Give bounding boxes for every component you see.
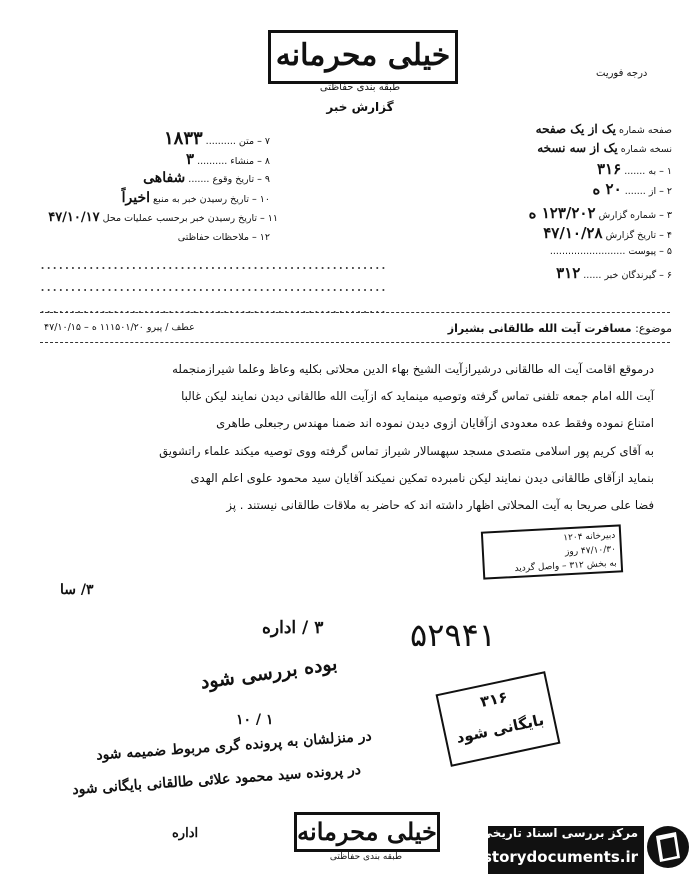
field-label: ۹ – تاریخ وقوع	[212, 174, 270, 185]
dotted-line: .........................................................	[40, 276, 387, 295]
subject-label: موضوع	[638, 322, 672, 335]
watermark-url: historydocuments.ir	[467, 848, 638, 866]
field-text: ۷ – متن .......... ۱۸۳۳	[163, 128, 270, 149]
classification-subtext: طبقه بندی حفاظتی	[319, 82, 401, 93]
body-line: بنماید ازآقای طالقانی دیدن نمایند لیکن نامبرده تمکین نمیکند آقایان سید محمود علوی اعلم الهدی	[190, 470, 654, 485]
field-value: ۴۷/۱۰/۲۸	[543, 224, 603, 242]
field-value: ۱۲۳/۲۰۲ ه	[528, 204, 596, 222]
serial-number: ۵۲۹۴۱	[410, 616, 496, 654]
subject-text: مسافرت آیت الله طالقانی بشیراز	[447, 322, 632, 335]
handwritten-note: در منزلشان به پرونده گری مربوط ضمیمه شود	[95, 728, 373, 764]
field-operation-date	[28, 210, 278, 225]
divider	[40, 312, 670, 313]
field-source: ۸ – منشاء .......... ۳	[185, 150, 270, 168]
field-value: یک از سه نسخه	[537, 141, 618, 155]
field-value: ۳	[185, 150, 195, 168]
field-recipients: ۶ – گیرندگان خبر ...... ۳۱۲	[556, 264, 672, 282]
handwritten-note: اداره	[172, 826, 199, 841]
field-report-number	[432, 204, 672, 222]
field-value: یک از یک صفحه	[535, 122, 616, 136]
watermark-org: مرکز بررسی اسناد تاریخی	[480, 826, 638, 840]
report-body	[34, 356, 654, 519]
body-line: به آقای کریم پور اسلامی متصدی مسجد سپهسالار شیراز تماس گرفته ووی توصیه میکند علماء راتشویق	[159, 443, 654, 458]
field-label: صفحه شماره	[618, 125, 672, 136]
archive-text: بایگانی شود	[454, 710, 546, 747]
watermark-logo-icon	[646, 822, 690, 872]
classification-subtext-bottom: طبقه بندی حفاظتی	[329, 852, 403, 862]
reference-label: عطف / پیرو	[146, 322, 195, 333]
field-label: ۱۲ – ملاحظات حفاظتی	[177, 232, 270, 243]
report-title: گزارش خبر	[326, 100, 394, 114]
field-report-date	[432, 224, 672, 242]
field-label: ۵ – پیوست	[628, 246, 672, 257]
body-line: امتناع نموده وفقط عده معدودی ازآقایان ازوی دیدن نموده اند ضمنا مهندس رجبعلی طاهری	[216, 416, 654, 431]
field-label: ۲ – از	[648, 186, 672, 197]
field-value: ۳۱۲	[556, 264, 581, 282]
field-label: ۴ – تاریخ گزارش	[605, 230, 672, 241]
field-from: ۲ – از ....... ۲۰ ه	[592, 180, 672, 198]
handwritten-note: ۳/ سا	[60, 582, 94, 598]
archive-stamp	[436, 671, 561, 767]
handwritten-note: ۱ / ۱۰	[236, 712, 274, 728]
receipt-stamp	[481, 524, 623, 579]
handwritten-note: ۳ / اداره	[262, 618, 324, 638]
body-line: آیت الله امام جمعه تلفنی تماس گرفته وتوصیه مینماید که ازآیت الله طالقانی دیدن نمایند لیکن غالبا	[181, 389, 654, 404]
field-label: ۶ – گیرندگان خبر	[604, 270, 672, 281]
dotted-line: .........................................................	[40, 254, 387, 273]
field-copy-number	[432, 141, 672, 155]
handwritten-note: بوده بررسی شود	[199, 652, 339, 694]
field-value: اخیراً	[121, 190, 150, 206]
field-attachment: ۵ – پیوست .........................	[549, 246, 672, 257]
body-line: درموقع اقامت آیت اله طالقانی درشیرازآیت الشیخ بهاء الدین محلاتی بکلیه وعاظ وعلما شیرازمنجمله	[172, 362, 654, 376]
field-label: ۱۰ – تاریخ رسیدن خبر به منبع	[153, 194, 270, 205]
field-value: ۱۸۳۳	[163, 128, 203, 149]
receipt-line: ۴۷/۱۰/۳۰ روز	[564, 544, 617, 558]
field-label: ۳ – شماره گزارش	[598, 210, 672, 221]
field-to: ۱ – به ....... ۳۱۶	[597, 160, 672, 178]
body-line: فضا علی صریحا به آیت المحلاتی اظهار داشته اند که حاضر به ملاقات طالقانی نیستند . پز	[226, 498, 654, 513]
field-label: ۷ – متن	[238, 136, 270, 147]
dotted-line: .........................................................	[40, 298, 387, 317]
field-occurrence-date: ۹ – تاریخ وقوع ....... شفاهی	[143, 170, 270, 186]
divider	[40, 342, 670, 343]
field-value: شفاهی	[143, 170, 186, 186]
field-page-number	[432, 122, 672, 136]
field-label: ۸ – منشاء	[230, 156, 270, 167]
field-receipt-date	[40, 190, 270, 206]
reference-value: ۱۱۱۵۰۱/۲۰ ه – ۴۷/۱۰/۱۵	[44, 322, 144, 333]
field-label: ۱۱ – تاریخ رسیدن خبر برحسب عملیات محل	[102, 213, 278, 224]
subject-line: موضوع: مسافرت آیت الله طالقانی بشیراز	[447, 322, 672, 335]
field-security-notes	[40, 232, 270, 243]
receipt-line: به بخش ۳۱۲ – واصل گردید	[514, 558, 617, 574]
field-value: ۴۷/۱۰/۱۷	[48, 210, 100, 225]
classification-stamp: خیلی محرمانه	[268, 30, 458, 84]
field-value: ۳۱۶	[597, 160, 622, 178]
reference-line	[44, 322, 195, 333]
field-value: ۲۰ ه	[592, 180, 622, 198]
classification-stamp-bottom: خیلی محرمانه	[294, 812, 440, 852]
priority-label: درجه فوریت	[596, 68, 648, 79]
field-label: ۱ – به	[648, 166, 672, 177]
handwritten-note: در پرونده سید محمود علائی طالقانی بایگانی شود	[71, 761, 362, 799]
field-label: نسخه شماره	[620, 144, 672, 155]
receipt-line: دبیرخانه ۱۲۰۴	[562, 530, 616, 544]
archive-number: ۳۱۶	[478, 687, 510, 712]
